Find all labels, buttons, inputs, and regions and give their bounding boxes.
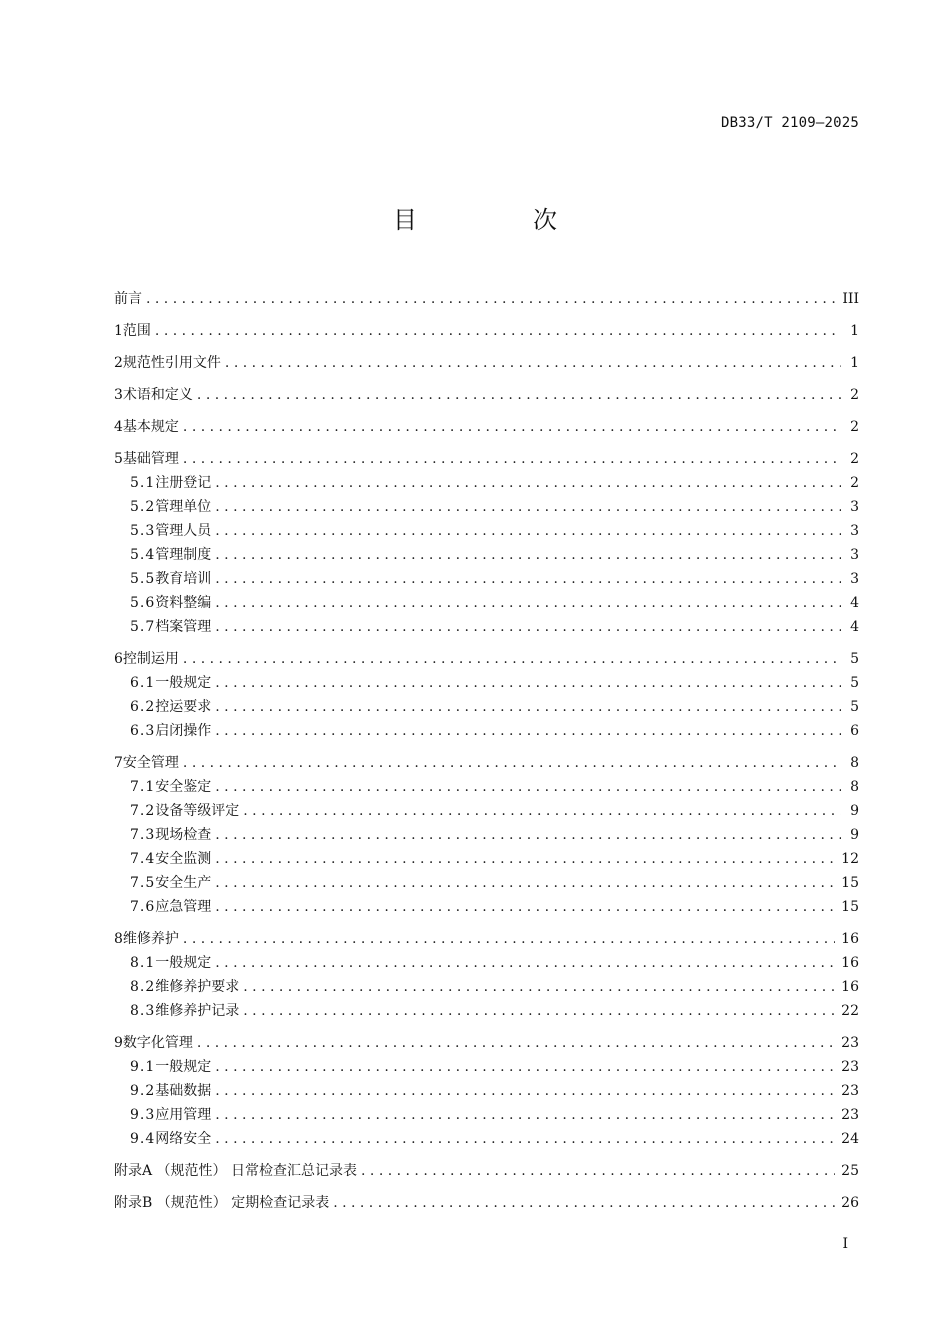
toc-entry-label: 基础管理 xyxy=(122,451,179,467)
toc-entry-label: 基本规定 xyxy=(122,419,179,435)
toc-entry-label: 管理人员 xyxy=(155,523,212,539)
toc-dot-leader xyxy=(243,999,835,1023)
toc-entry-label: 注册登记 xyxy=(155,475,212,491)
toc-entry-number: 5.5 xyxy=(130,571,156,587)
toc-entry-page: 3 xyxy=(850,499,859,515)
toc-entry[interactable] xyxy=(114,447,859,471)
toc-entry-number: 7.1 xyxy=(130,779,156,795)
toc-entry-number: 5.7 xyxy=(130,619,156,635)
toc-entry[interactable] xyxy=(114,895,859,919)
toc-dot-leader xyxy=(215,871,835,895)
toc-entry[interactable] xyxy=(114,775,859,799)
toc-entry-number: 7.6 xyxy=(130,899,156,915)
toc-entry-number: 5.2 xyxy=(130,499,156,515)
toc-entry-page: 9 xyxy=(850,803,859,819)
toc-entry-page: 15 xyxy=(841,899,859,915)
toc-entry-number: 5 xyxy=(114,451,123,467)
page-number: I xyxy=(842,1236,848,1252)
toc-entry[interactable] xyxy=(114,287,859,311)
toc-entry-page: 2 xyxy=(850,451,859,467)
toc-dot-leader xyxy=(215,951,835,975)
toc-entry-label: 档案管理 xyxy=(155,619,212,635)
toc-dot-leader xyxy=(155,319,841,343)
toc-entry[interactable] xyxy=(114,1103,859,1127)
toc-dot-leader xyxy=(215,719,841,743)
toc-dot-leader xyxy=(146,287,836,311)
toc-entry[interactable] xyxy=(114,1159,859,1183)
toc-entry-page: 2 xyxy=(850,419,859,435)
toc-entry-number: 7.4 xyxy=(130,851,156,867)
toc-entry-label: 维修养护记录 xyxy=(155,1003,240,1019)
toc-entry-page: 16 xyxy=(841,955,859,971)
toc-entry-page: 8 xyxy=(850,779,859,795)
toc-entry-page: 16 xyxy=(841,931,859,947)
toc-entry-page: 4 xyxy=(850,619,859,635)
toc-entry-label: 安全管理 xyxy=(122,755,179,771)
toc-entry-page: 22 xyxy=(841,1003,859,1019)
toc-entry-number: 5.3 xyxy=(130,523,156,539)
toc-entry[interactable] xyxy=(114,823,859,847)
toc-entry-number: 9.1 xyxy=(130,1059,156,1075)
toc-entry[interactable] xyxy=(114,999,859,1023)
toc-dot-leader xyxy=(215,615,841,639)
toc-dot-leader xyxy=(183,447,841,471)
toc-dot-leader xyxy=(215,1103,835,1127)
toc-dot-leader xyxy=(215,567,841,591)
toc-entry-page: 1 xyxy=(850,323,859,339)
table-of-contents xyxy=(114,287,859,1215)
toc-entry-number: 7.2 xyxy=(130,803,156,819)
toc-entry-page: III xyxy=(842,291,859,307)
toc-entry-label: 安全监测 xyxy=(155,851,212,867)
toc-entry-page: 8 xyxy=(850,755,859,771)
toc-entry-number: 4 xyxy=(114,419,123,435)
toc-entry-label: 管理单位 xyxy=(155,499,212,515)
toc-dot-leader xyxy=(197,1031,835,1055)
toc-entry-number: 7 xyxy=(114,755,123,771)
toc-entry-label: 基础数据 xyxy=(155,1083,212,1099)
toc-entry-number: 7.5 xyxy=(130,875,156,891)
toc-dot-leader xyxy=(243,975,835,999)
toc-entry-label: 范围 xyxy=(122,323,151,339)
toc-entry-page: 3 xyxy=(850,571,859,587)
toc-entry-page: 23 xyxy=(841,1059,859,1075)
toc-entry[interactable] xyxy=(114,1031,859,1055)
toc-entry[interactable] xyxy=(114,975,859,999)
toc-dot-leader xyxy=(183,415,841,439)
toc-entry[interactable] xyxy=(114,847,859,871)
toc-entry-page: 24 xyxy=(841,1131,859,1147)
toc-entry-label: 启闭操作 xyxy=(155,723,212,739)
toc-dot-leader xyxy=(215,1127,835,1151)
toc-entry-label: 一般规定 xyxy=(155,675,212,691)
toc-entry[interactable] xyxy=(114,751,859,775)
toc-entry[interactable] xyxy=(114,1055,859,1079)
toc-entry-page: 1 xyxy=(850,355,859,371)
toc-entry-number: 1 xyxy=(114,323,123,339)
toc-entry-number: 5.1 xyxy=(130,475,156,491)
toc-dot-leader xyxy=(215,671,841,695)
toc-dot-leader xyxy=(215,695,841,719)
toc-entry-label: 一般规定 xyxy=(155,1059,212,1075)
toc-entry-number: 8.1 xyxy=(130,955,156,971)
toc-entry-page: 25 xyxy=(841,1163,859,1179)
toc-entry-page: 4 xyxy=(850,595,859,611)
toc-entry-number: 9 xyxy=(114,1035,123,1051)
toc-entry-label: 资料整编 xyxy=(155,595,212,611)
toc-entry[interactable] xyxy=(114,471,859,495)
toc-entry[interactable] xyxy=(114,591,859,615)
toc-entry[interactable] xyxy=(114,695,859,719)
toc-entry-number: 8.3 xyxy=(130,1003,156,1019)
toc-entry-label: 设备等级评定 xyxy=(155,803,240,819)
toc-entry[interactable] xyxy=(114,567,859,591)
toc-entry-label: 现场检查 xyxy=(155,827,212,843)
toc-dot-leader xyxy=(225,351,841,375)
toc-entry-number: 9.4 xyxy=(130,1131,156,1147)
toc-entry-label: 控制运用 xyxy=(122,651,179,667)
toc-entry[interactable] xyxy=(114,799,859,823)
toc-entry[interactable] xyxy=(114,1191,859,1215)
toc-entry-page: 5 xyxy=(850,651,859,667)
toc-dot-leader xyxy=(215,471,841,495)
toc-entry-page: 5 xyxy=(850,699,859,715)
toc-dot-leader xyxy=(215,1055,835,1079)
toc-dot-leader xyxy=(361,1159,835,1183)
toc-entry-number: 8 xyxy=(114,931,123,947)
toc-entry[interactable] xyxy=(114,415,859,439)
toc-entry-number: 5.4 xyxy=(130,547,156,563)
toc-entry[interactable] xyxy=(114,351,859,375)
toc-entry-page: 15 xyxy=(841,875,859,891)
toc-entry[interactable] xyxy=(114,319,859,343)
toc-dot-leader xyxy=(215,775,841,799)
toc-dot-leader xyxy=(215,1079,835,1103)
toc-entry-number: 7.3 xyxy=(130,827,156,843)
toc-entry-number: 9.3 xyxy=(130,1107,156,1123)
toc-entry-label: 网络安全 xyxy=(155,1131,212,1147)
toc-dot-leader xyxy=(215,895,835,919)
toc-entry-label: 管理制度 xyxy=(155,547,212,563)
toc-entry-label: 附录A （规范性） 日常检查汇总记录表 xyxy=(114,1163,358,1179)
toc-dot-leader xyxy=(333,1191,835,1215)
toc-entry-page: 23 xyxy=(841,1107,859,1123)
toc-entry[interactable] xyxy=(114,495,859,519)
toc-entry-page: 2 xyxy=(850,475,859,491)
toc-entry-page: 3 xyxy=(850,547,859,563)
toc-entry[interactable] xyxy=(114,543,859,567)
toc-entry[interactable] xyxy=(114,951,859,975)
toc-entry-number: 6.1 xyxy=(130,675,156,691)
toc-entry-page: 16 xyxy=(841,979,859,995)
toc-entry-label: 维修养护 xyxy=(122,931,179,947)
toc-entry-label: 术语和定义 xyxy=(122,387,193,403)
toc-entry[interactable] xyxy=(114,1127,859,1151)
toc-dot-leader xyxy=(197,383,841,407)
toc-entry[interactable] xyxy=(114,519,859,543)
toc-entry-label: 附录B （规范性） 定期检查记录表 xyxy=(114,1195,330,1211)
toc-dot-leader xyxy=(215,847,835,871)
toc-dot-leader xyxy=(243,799,841,823)
toc-entry-number: 9.2 xyxy=(130,1083,156,1099)
toc-dot-leader xyxy=(215,591,841,615)
toc-entry[interactable] xyxy=(114,647,859,671)
toc-entry-page: 3 xyxy=(850,523,859,539)
toc-entry-page: 9 xyxy=(850,827,859,843)
toc-dot-leader xyxy=(183,927,835,951)
toc-entry-number: 6 xyxy=(114,651,123,667)
toc-entry-number: 6.2 xyxy=(130,699,156,715)
toc-entry[interactable] xyxy=(114,927,859,951)
toc-entry-page: 26 xyxy=(841,1195,859,1211)
toc-dot-leader xyxy=(183,647,841,671)
toc-entry-number: 3 xyxy=(114,387,123,403)
toc-entry[interactable] xyxy=(114,719,859,743)
toc-entry-label: 安全鉴定 xyxy=(155,779,212,795)
toc-entry[interactable] xyxy=(114,383,859,407)
toc-entry[interactable] xyxy=(114,615,859,639)
toc-entry-page: 12 xyxy=(841,851,859,867)
toc-entry-number: 5.6 xyxy=(130,595,156,611)
toc-entry-label: 应用管理 xyxy=(155,1107,212,1123)
toc-dot-leader xyxy=(215,543,841,567)
toc-entry[interactable] xyxy=(114,671,859,695)
toc-dot-leader xyxy=(215,519,841,543)
toc-entry-label: 一般规定 xyxy=(155,955,212,971)
toc-entry-number: 8.2 xyxy=(130,979,156,995)
page-title: 目 次 xyxy=(393,206,603,234)
toc-dot-leader xyxy=(215,495,841,519)
toc-entry[interactable] xyxy=(114,1079,859,1103)
toc-dot-leader xyxy=(183,751,841,775)
toc-entry-label: 前言 xyxy=(114,291,142,307)
toc-entry-number: 2 xyxy=(114,355,123,371)
toc-entry-page: 6 xyxy=(850,723,859,739)
toc-entry-label: 维修养护要求 xyxy=(155,979,240,995)
toc-entry-label: 教育培训 xyxy=(155,571,212,587)
toc-entry-page: 23 xyxy=(841,1035,859,1051)
toc-entry-label: 规范性引用文件 xyxy=(122,355,221,371)
toc-dot-leader xyxy=(215,823,841,847)
toc-entry-page: 23 xyxy=(841,1083,859,1099)
toc-entry-label: 安全生产 xyxy=(155,875,212,891)
document-code: DB33/T 2109—2025 xyxy=(720,115,859,131)
toc-entry-page: 2 xyxy=(850,387,859,403)
toc-entry-label: 数字化管理 xyxy=(122,1035,193,1051)
toc-entry-page: 5 xyxy=(850,675,859,691)
toc-entry-number: 6.3 xyxy=(130,723,156,739)
toc-entry[interactable] xyxy=(114,871,859,895)
toc-entry-label: 控运要求 xyxy=(155,699,212,715)
toc-entry-label: 应急管理 xyxy=(155,899,212,915)
